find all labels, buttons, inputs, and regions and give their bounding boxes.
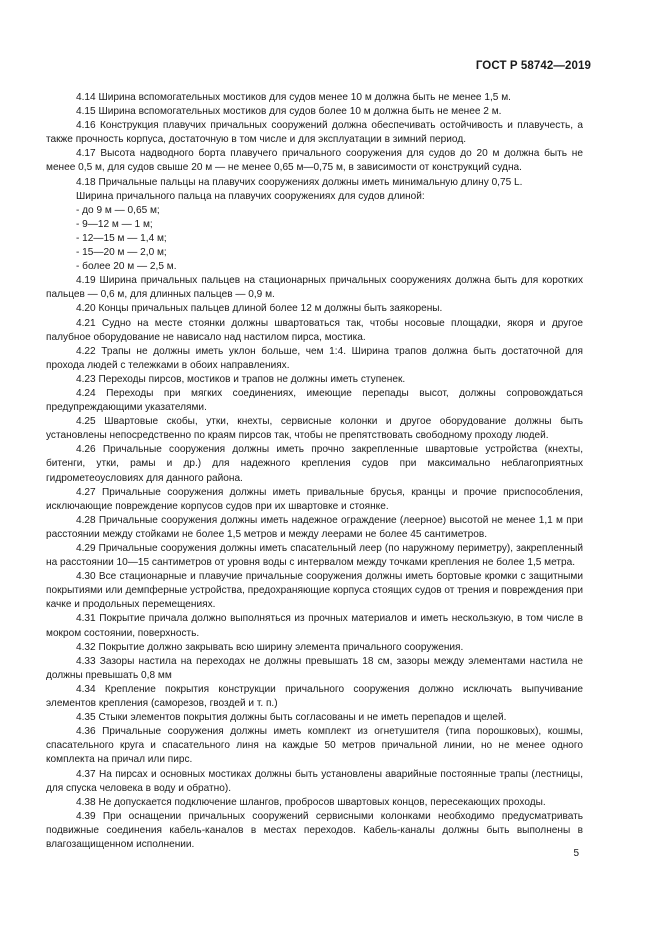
document-body [46, 91, 583, 852]
list-item: - 15—20 м — 2,0 м; [76, 247, 167, 259]
paragraph-4-33: 4.33 Зазоры настила на переходах не должны превышать 18 см, зазоры между элементами настила не должны превышать 0,8 мм [46, 655, 583, 681]
paragraph-4-18-width: Ширина причального пальца на плавучих сооружениях для судов длиной: [76, 190, 425, 202]
paragraph-4-21: 4.21 Судно на месте стоянки должны швартоваться так, чтобы носовые площадки, якоря и другое палубное оборудование не нависало над настилом пирса, мостика. [46, 317, 583, 343]
paragraph-4-37: 4.37 На пирсах и основных мостиках должны быть установлены аварийные постоянные трапы (лестницы, для спуска человека в воду и обратно). [46, 768, 583, 794]
paragraph-4-18: 4.18 Причальные пальцы на плавучих сооружениях должны иметь минимальную длину 0,75 L. [76, 176, 523, 188]
paragraph-4-14: 4.14 Ширина вспомогательных мостиков для судов менее 10 м должна быть не менее 1,5 м. [76, 92, 511, 103]
paragraph-4-32: 4.32 Покрытие должно закрывать всю ширину элемента причального сооружения. [76, 641, 464, 653]
list-item: - 12—15 м — 1,4 м; [76, 232, 167, 244]
paragraph-4-36: 4.36 Причальные сооружения должны иметь комплект из огнетушителя (типа порошковых), кошмы, спасательного круга и спасательного линя на каждые 50 метров причальной линии, но не менее одного комплекта на причал или пирс. [46, 726, 583, 766]
paragraph-4-15: 4.15 Ширина вспомогательных мостиков для судов более 10 м должна быть не менее 2 м. [76, 106, 502, 118]
paragraph-4-22: 4.22 Трапы не должны иметь уклон больше, чем 1:4. Ширина трапов должна быть достаточной для прохода людей с тележками в обоих направлениях. [46, 345, 583, 371]
paragraph-4-38: 4.38 Не допускается подключение шлангов, пробросов швартовых концов, пересекающих проходы. [76, 796, 546, 808]
paragraph-4-28: 4.28 Причальные сооружения должны иметь надежное ограждение (леерное) высотой не менее 1,1 м при расстоянии между стойками не более 1,5 метров и между леерами не более 45 сантиметров. [46, 514, 583, 540]
paragraph-4-30: 4.30 Все стационарные и плавучие причальные сооружения должны иметь бортовые кромки с защитными покрытиями или демпферные устройства, предохраняющие корпуса стоящих судов от трения и повреждения при качке и продольных перемещениях. [46, 571, 583, 611]
list-item: - 9—12 м — 1 м; [76, 218, 153, 230]
paragraph-4-31: 4.31 Покрытие причала должно выполняться из прочных материалов и иметь нескользкую, в том числе в мокром состоянии, поверхность. [46, 613, 583, 639]
paragraph-4-27: 4.27 Причальные сооружения должны иметь привальные брусья, кранцы и прочие приспособления, исключающие повреждение корпусов судов при их швартовке и стоянке. [46, 486, 583, 512]
paragraph-4-34: 4.34 Крепление покрытия конструкции причального сооружения должно исключать выпучивание элементов крепления (саморезов, гвоздей и т. п.) [46, 683, 583, 710]
paragraph-4-23: 4.23 Переходы пирсов, мостиков и трапов не должны иметь ступенек. [76, 373, 406, 385]
list-item: - более 20 м — 2,5 м. [76, 261, 177, 273]
paragraph-4-26: 4.26 Причальные сооружения должны иметь прочно закрепленные швартовые устройства (кнехты, битенги, утки, рамы и др.) для надежного крепления судов при максимально неблагоприятных гидрометеоусловиях для данного района. [46, 444, 583, 484]
list-item: - до 9 м — 0,65 м; [76, 204, 160, 216]
paragraph-4-16: 4.16 Конструкция плавучих причальных сооружений должна обеспечивать остойчивость и плавучесть, а также прочность корпуса, достаточную в том числе и для эксплуатации в зимний период. [46, 120, 583, 146]
paragraph-4-20: 4.20 Концы причальных пальцев длиной более 12 м должны быть заякорены. [76, 303, 443, 315]
paragraph-4-19: 4.19 Ширина причальных пальцев на стационарных причальных сооружениях должна быть для коротких пальцев — 0,6 м, для длинных пальцев — 0,9 м. [46, 275, 583, 301]
page-number: 5 [573, 848, 579, 859]
paragraph-4-35: 4.35 Стыки элементов покрытия должны быть согласованы и не иметь перепадов и щелей. [76, 712, 507, 724]
paragraph-4-24: 4.24 Переходы при мягких соединениях, имеющие перепады высот, должны сопровождаться предупреждающими указателями. [46, 387, 583, 414]
paragraph-4-17: 4.17 Высота надводного борта плавучего причального сооружения для судов до 20 м должна быть не менее 0,5 м, для судов свыше 20 м — не менее 0,65 м—0,75 м, в зависимости от конструкций судна. [46, 148, 583, 174]
paragraph-4-29: 4.29 Причальные сооружения должны иметь спасательный леер (по наружному периметру), закрепленный на расстоянии 10—15 сантиметров от уровня воды с интервалом между точками крепления не более 1,5 метра. [46, 543, 583, 569]
paragraph-4-39: 4.39 При оснащении причальных сооружений сервисными колонками необходимо предусматривать подвижные соединения кабель-каналов в местах переходов. Кабель-каналы должны быть выполнены в влагозащищенном исполнении. [46, 810, 583, 850]
document-header: ГОСТ Р 58742—2019 [475, 60, 591, 72]
paragraph-4-25: 4.25 Швартовые скобы, утки, кнехты, сервисные колонки и другое оборудование должны быть установлены непосредственно по краям пирсов так, чтобы не препятствовать свободному проходу людей. [46, 416, 583, 442]
